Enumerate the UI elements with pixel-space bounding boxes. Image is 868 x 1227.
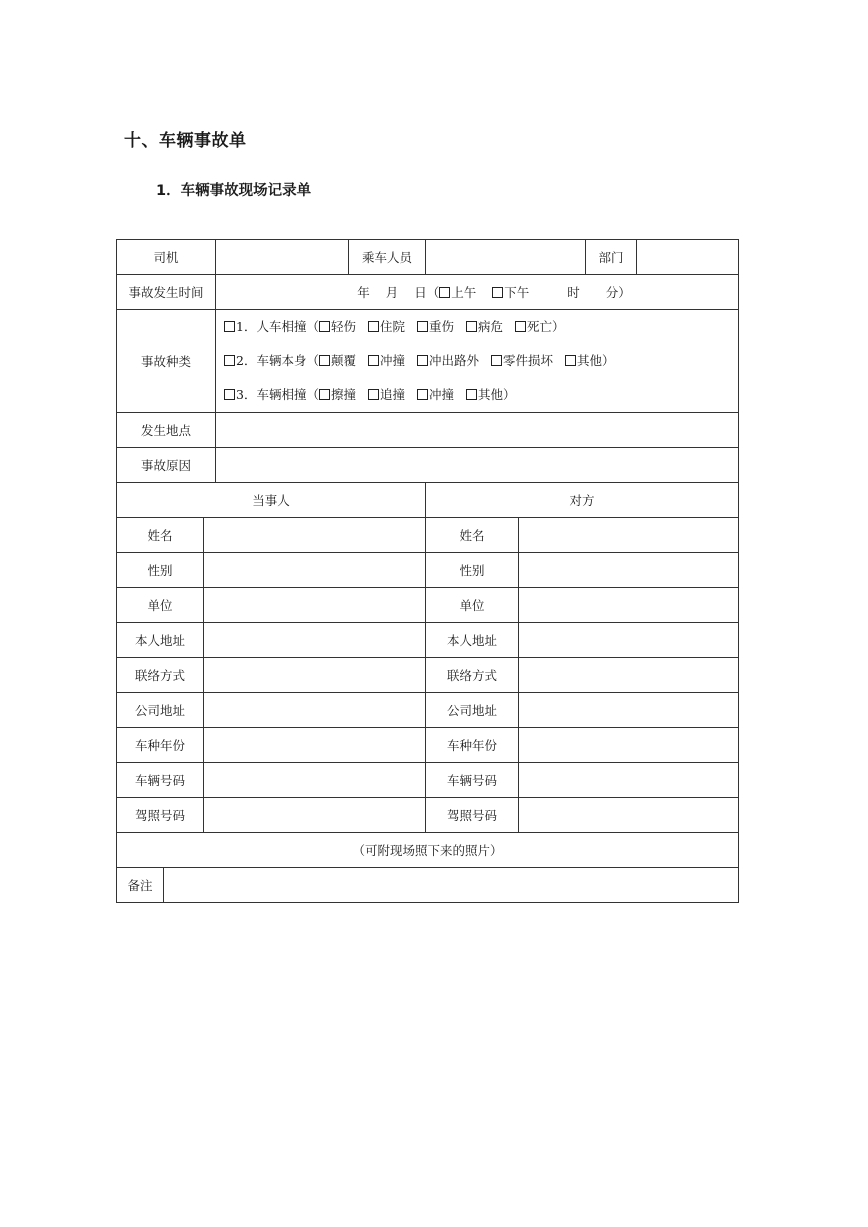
option-checkbox-icon[interactable] <box>515 321 526 332</box>
option-checkbox-icon[interactable] <box>565 355 576 366</box>
option-label: 病危 <box>478 319 504 334</box>
option-checkbox-icon[interactable] <box>319 321 330 332</box>
party-field-label: 单位 <box>117 588 204 623</box>
hour-label: 时 <box>567 285 580 300</box>
department-value-cell[interactable] <box>637 240 739 275</box>
other-field-label: 本人地址 <box>426 623 519 658</box>
option-checkbox-icon[interactable] <box>368 321 379 332</box>
party-header: 当事人 <box>117 483 426 518</box>
option-label: 重伤 <box>429 319 455 334</box>
accident-time-cell[interactable] <box>216 275 739 310</box>
party-row <box>117 588 739 623</box>
row-remarks <box>117 868 739 903</box>
type-1-label: 1．人车相撞（ <box>236 319 319 334</box>
option-label: 擦撞 <box>330 387 356 402</box>
other-field-label: 姓名 <box>426 518 519 553</box>
option-checkbox-icon[interactable] <box>491 355 502 366</box>
other-field-value[interactable] <box>519 623 739 658</box>
other-field-label: 车辆号码 <box>426 763 519 798</box>
type-3-suffix: ） <box>503 387 516 402</box>
party-field-label: 车种年份 <box>117 728 204 763</box>
other-field-value[interactable] <box>519 658 739 693</box>
department-label: 部门 <box>586 240 637 275</box>
party-field-value[interactable] <box>204 693 426 728</box>
row-accident-type <box>117 310 739 413</box>
accident-type-line-1 <box>224 310 738 344</box>
option-checkbox-icon[interactable] <box>319 355 330 366</box>
type-2-label: 2．车辆本身（ <box>236 353 319 368</box>
other-field-label: 性别 <box>426 553 519 588</box>
driver-value-cell[interactable] <box>216 240 349 275</box>
party-row <box>117 798 739 833</box>
accident-type-line-2 <box>224 344 738 378</box>
option-checkbox-icon[interactable] <box>368 389 379 400</box>
party-field-label: 本人地址 <box>117 623 204 658</box>
row-cause <box>117 448 739 483</box>
type-1-suffix: ） <box>552 319 565 334</box>
row-time <box>117 275 739 310</box>
option-checkbox-icon[interactable] <box>417 355 428 366</box>
option-label: 其他 <box>478 387 504 402</box>
other-field-label: 驾照号码 <box>426 798 519 833</box>
option-label: 颠覆 <box>330 353 356 368</box>
option-label: 轻伤 <box>330 319 356 334</box>
party-row <box>117 553 739 588</box>
party-field-value[interactable] <box>204 798 426 833</box>
party-row <box>117 518 739 553</box>
month-label: 月 <box>385 285 399 300</box>
other-field-value[interactable] <box>519 553 739 588</box>
remarks-label: 备注 <box>117 868 164 903</box>
party-field-value[interactable] <box>204 623 426 658</box>
row-driver <box>117 240 739 275</box>
option-checkbox-icon[interactable] <box>417 389 428 400</box>
party-field-value[interactable] <box>204 518 426 553</box>
option-label: 住院 <box>379 319 405 334</box>
option-checkbox-icon[interactable] <box>466 321 477 332</box>
party-field-label: 性别 <box>117 553 204 588</box>
option-checkbox-icon[interactable] <box>466 389 477 400</box>
type-3-checkbox-icon[interactable] <box>224 389 235 400</box>
option-label: 死亡 <box>527 319 553 334</box>
location-label: 发生地点 <box>117 413 216 448</box>
other-field-value[interactable] <box>519 588 739 623</box>
passengers-label: 乘车人员 <box>349 240 426 275</box>
option-label: 零件损坏 <box>503 353 554 368</box>
option-label: 追撞 <box>379 387 405 402</box>
pm-checkbox-icon[interactable] <box>492 287 503 298</box>
party-field-label: 车辆号码 <box>117 763 204 798</box>
option-checkbox-icon[interactable] <box>368 355 379 366</box>
accident-type-line-3 <box>224 378 738 412</box>
type-1-checkbox-icon[interactable] <box>224 321 235 332</box>
section-title: 1．车辆事故现场记录单 <box>156 183 312 199</box>
other-field-value[interactable] <box>519 693 739 728</box>
remarks-value-cell[interactable] <box>164 868 739 903</box>
accident-time-label: 事故发生时间 <box>117 275 216 310</box>
party-field-label: 公司地址 <box>117 693 204 728</box>
other-field-label: 单位 <box>426 588 519 623</box>
type-3-label: 3．车辆相撞（ <box>236 387 319 402</box>
option-label: 冲出路外 <box>429 353 480 368</box>
am-label: 上午 <box>451 285 477 300</box>
party-field-value[interactable] <box>204 658 426 693</box>
option-label: 冲撞 <box>379 353 405 368</box>
party-row <box>117 658 739 693</box>
type-2-suffix: ） <box>602 353 615 368</box>
type-2-checkbox-icon[interactable] <box>224 355 235 366</box>
accident-type-label: 事故种类 <box>117 310 216 413</box>
day-label: 日（ <box>414 285 440 300</box>
accident-type-cell <box>216 310 739 413</box>
photo-note[interactable]: （可附现场照下来的照片） <box>117 833 739 868</box>
party-field-label: 驾照号码 <box>117 798 204 833</box>
pm-label: 下午 <box>504 285 530 300</box>
accident-record-form <box>116 239 739 903</box>
party-row <box>117 693 739 728</box>
year-label: 年 <box>357 285 370 300</box>
other-field-value[interactable] <box>519 763 739 798</box>
passengers-value-cell[interactable] <box>426 240 586 275</box>
minute-label: 分） <box>605 285 631 300</box>
driver-label: 司机 <box>117 240 216 275</box>
party-field-value[interactable] <box>204 728 426 763</box>
other-party-header: 对方 <box>426 483 739 518</box>
row-location <box>117 413 739 448</box>
cause-label: 事故原因 <box>117 448 216 483</box>
page-title: 十、车辆事故单 <box>124 131 247 151</box>
option-checkbox-icon[interactable] <box>319 389 330 400</box>
other-field-value[interactable] <box>519 728 739 763</box>
other-field-label: 联络方式 <box>426 658 519 693</box>
row-party-headers <box>117 483 739 518</box>
party-row <box>117 728 739 763</box>
party-field-label: 姓名 <box>117 518 204 553</box>
cause-value-cell[interactable] <box>216 448 739 483</box>
other-field-value[interactable] <box>519 518 739 553</box>
party-field-label: 联络方式 <box>117 658 204 693</box>
other-field-label: 车种年份 <box>426 728 519 763</box>
party-field-value[interactable] <box>204 763 426 798</box>
party-field-value[interactable] <box>204 588 426 623</box>
row-photo-note <box>117 833 739 868</box>
party-row <box>117 623 739 658</box>
option-label: 冲撞 <box>429 387 455 402</box>
other-field-label: 公司地址 <box>426 693 519 728</box>
party-field-value[interactable] <box>204 553 426 588</box>
option-label: 其他 <box>577 353 603 368</box>
option-checkbox-icon[interactable] <box>417 321 428 332</box>
party-row <box>117 763 739 798</box>
location-value-cell[interactable] <box>216 413 739 448</box>
other-field-value[interactable] <box>519 798 739 833</box>
am-checkbox-icon[interactable] <box>439 287 450 298</box>
